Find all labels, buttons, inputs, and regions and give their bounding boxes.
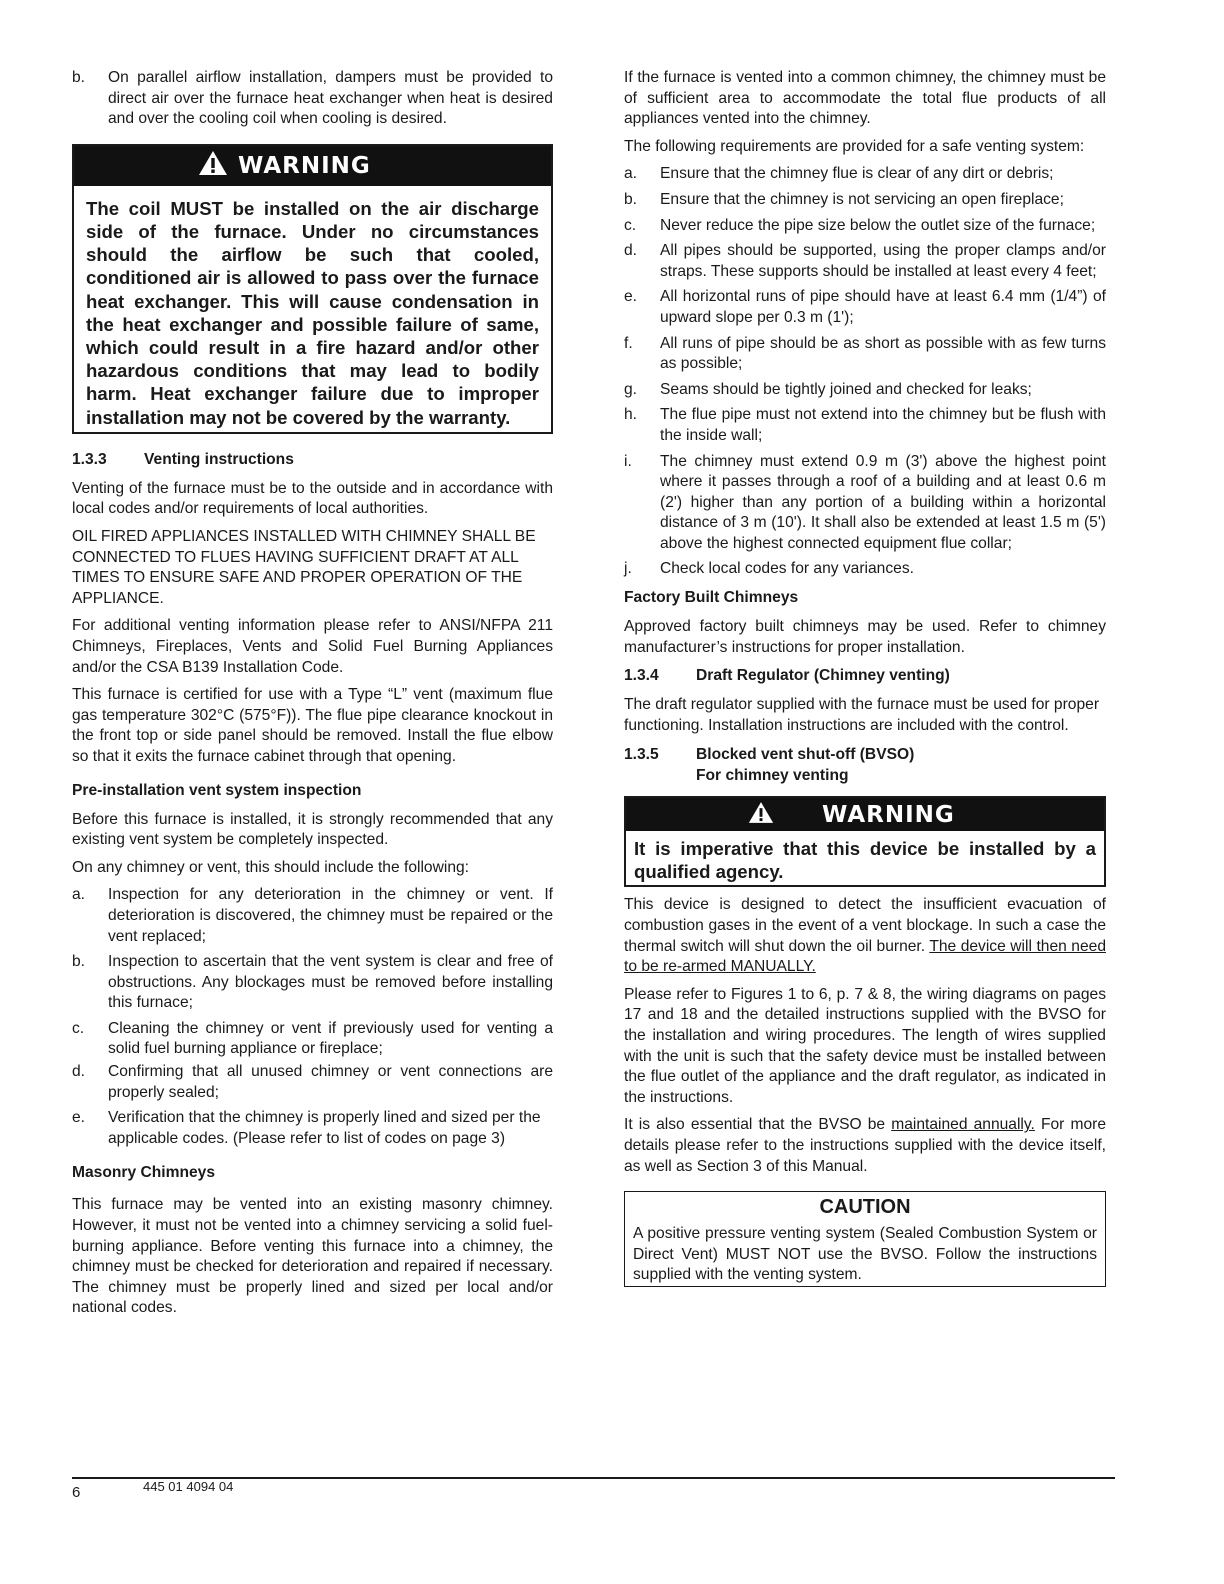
warning-triangle-icon (198, 150, 228, 181)
list-item: e. All horizontal runs of pipe should have at least 6.4 mm (1/4”) of upward slope per 0.3 m (1'); (624, 288, 1106, 326)
paragraph-on-any-chimney: On any chimney or vent, this should include the following: (72, 858, 469, 876)
list-item-text: On parallel airflow installation, dampers must be provided to direct air over the furnace heat exchanger when heat is desired and over the cooling coil when cooling is desired. (108, 69, 553, 128)
list-item: g. Seams should be tightly joined and checked for leaks; (624, 380, 1032, 398)
section-heading-1-3-5: 1.3.5 Blocked vent shut-off (BVSO) For chimney venting (624, 746, 915, 785)
paragraph-draft-regulator: The draft regulator supplied with the furnace must be used for proper functioning. Installation instructions are included with the control. (624, 696, 1100, 734)
list-item: b. Inspection to ascertain that the vent system is clear and free of obstructions. Any blockages must be removed before installing this furnace; (72, 953, 553, 1012)
paragraph-refer-figures: Please refer to Figures 1 to 6, p. 7 & 8, the wiring diagrams on pages 17 and 18 and the detailed instructions supplied with the BVSO for the installation and wiring procedures. The length of wires supplied with the unit is such that the safety device must be installed between the flue outlet of the appliance and the draft regulator, as indicated in the instructions. (624, 985, 1106, 1106)
paragraph-additional-info: For additional venting information please refer to ANSI/NFPA 211 Chimneys, Fireplaces, Vents and Solid Fuel Burning Appliances and/or the CSA B139 Installation Code. (72, 617, 553, 676)
list-item: h. The flue pipe must not extend into the chimney but be flush with the inside wall; (624, 406, 1106, 444)
caution-title: CAUTION (819, 1196, 911, 1219)
heading-masonry-chimneys: Masonry Chimneys (72, 1164, 215, 1182)
warning-box-coil (72, 144, 553, 434)
caution-box (624, 1191, 1106, 1287)
paragraph-certified: This furnace is certified for use with a Type “L” vent (maximum flue gas temperature 302°C (575°F)). The flue pipe clearance knockout in the front top or side panel should be removed. Install the flue elbow so that it exits the furnace cabinet through that opening. (72, 686, 553, 765)
paragraph-oil-fired: OIL FIRED APPLIANCES INSTALLED WITH CHIMNEY SHALL BE CONNECTED TO FLUES HAVING SUFFICIENT DRAFT AT ALL TIMES TO ENSURE SAFE AND PROPER OPERATION OF THE APPLIANCE. (72, 528, 536, 607)
list-item: i. The chimney must extend 0.9 m (3') above the highest point where it passes through a roof of a building and at least 0.6 m (2') higher than any portion of a building within a horizontal distance of 3 m (10'). It shall also be extended at least 1.5 m (5') above the highest connected equipment flue collar; (624, 452, 1106, 552)
list-item: d. All pipes should be supported, using the proper clamps and/or straps. These supports should be installed at least every 4 feet; (624, 242, 1106, 280)
list-item: d. Confirming that all unused chimney or vent connections are properly sealed; (72, 1063, 553, 1101)
list-item: b. Ensure that the chimney is not servicing an open fireplace; (624, 190, 1064, 208)
right-column (624, 68, 1106, 1287)
warning-box-bvso (624, 796, 1106, 887)
list-item: c. Cleaning the chimney or vent if previously used for venting a solid fuel burning appliance or fireplace; (72, 1019, 553, 1058)
section-heading-1-3-3: 1.3.3 Venting instructions (72, 450, 294, 468)
section-heading-1-3-4: 1.3.4 Draft Regulator (Chimney venting) (624, 667, 950, 685)
paragraph-masonry: This furnace may be vented into an existing masonry chimney. However, it must not be vented into a chimney servicing a solid fuel-burning appliance. Before venting this furnace into a chimney, the chimney must be checked for deterioration and repaired if necessary. The chimney must be properly lined and sized per local and/or national codes. (72, 1196, 553, 1317)
underlined-maintained-annually: maintained annually. (891, 1116, 1035, 1134)
list-marker: b. (72, 69, 86, 86)
warning-label: WARNING (822, 801, 955, 828)
warning-label: WARNING (238, 152, 371, 179)
list-item: c. Never reduce the pipe size below the outlet size of the furnace; (624, 216, 1096, 234)
warning-triangle-icon (748, 801, 774, 829)
list-item: j. Check local codes for any variances. (624, 560, 914, 578)
inspection-list (72, 885, 553, 1149)
heading-factory-built: Factory Built Chimneys (624, 589, 799, 607)
list-item: e. Verification that the chimney is properly lined and sized per the applicable codes. (Please refer to list of codes on page 3) (72, 1109, 541, 1147)
paragraph-following-requirements: The following requirements are provided for a safe venting system: (624, 137, 1085, 155)
list-item (72, 68, 553, 130)
document-code: 445 01 4094 04 (143, 1479, 234, 1494)
warning-text: It is imperative that this device be installed by a qualified agency. (634, 838, 1096, 883)
heading-preinstall-inspection: Pre-installation vent system inspection (72, 781, 362, 799)
paragraph-common-chimney: If the furnace is vented into a common chimney, the chimney must be of sufficient area to accommodate the total flue products of all appliances vented into the chimney. (624, 69, 1106, 128)
caution-text: A positive pressure venting system (Sealed Combustion System or Direct Vent) MUST NOT use the BVSO. Follow the instructions supplied with the venting system. (633, 1225, 1097, 1284)
list-item: f. All runs of pipe should be as short as possible with as few turns as possible; (624, 334, 1106, 373)
warning-header (626, 798, 1104, 831)
paragraph-maintenance: It is also essential that the BVSO be maintained annually. For more details please refer to the instructions supplied with the device itself, as well as Section 3 of this Manual. (624, 1116, 1106, 1175)
warning-header (74, 146, 551, 186)
page-number: 6 (72, 1484, 81, 1501)
paragraph-bvso-device: This device is designed to detect the insufficient evacuation of combustion gases in the event of a vent blockage. In such a case the thermal switch will shut down the oil burner. The device will then need to be re-armed MANUALLY. (624, 896, 1106, 976)
list-item: a. Ensure that the chimney flue is clear of any dirt or debris; (624, 165, 1054, 183)
left-column (72, 68, 553, 1326)
underlined-rearm-note: The device will then need to be re-armed MANUALLY. (624, 937, 1106, 976)
paragraph-venting: Venting of the furnace must be to the outside and in accordance with local codes and/or requirements of local authorities. (72, 479, 553, 518)
paragraph-before-install: Before this furnace is installed, it is strongly recommended that any existing vent system be completely inspected. (72, 810, 553, 849)
warning-text: The coil MUST be installed on the air discharge side of the furnace. Under no circumstances should the airflow be such that cooled, conditioned air is allowed to pass over the furnace heat exchanger. This will cause condensation in the heat exchanger and possible failure of same, which could result in a fire hazard and/or other hazardous conditions that may lead to bodily harm. Heat exchanger failure due to improper installation may not be covered by the warranty. (86, 197, 539, 428)
requirements-list (624, 164, 1106, 580)
paragraph-factory-built: Approved factory built chimneys may be used. Refer to chimney manufacturer’s instructions for proper installation. (624, 618, 1106, 656)
list-item: a. Inspection for any deterioration in the chimney or vent. If deterioration is discovered, the chimney must be repaired or the vent replaced; (72, 886, 553, 945)
